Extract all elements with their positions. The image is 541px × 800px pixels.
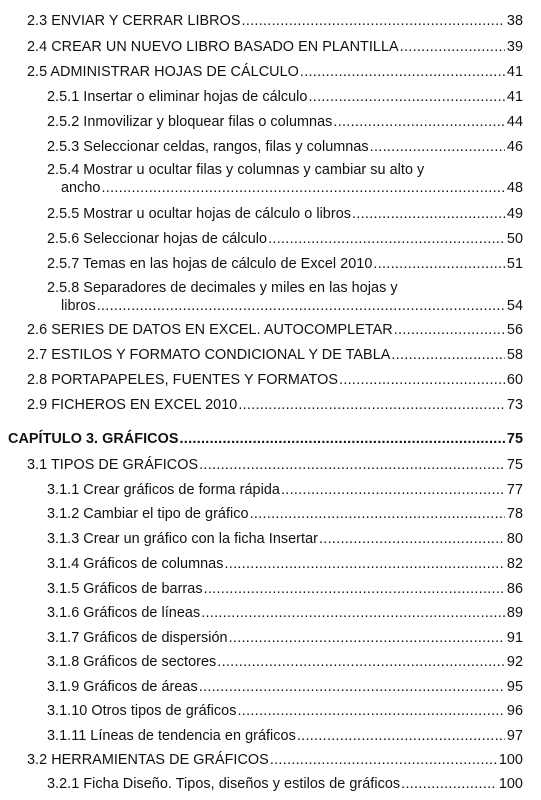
toc-page-number: 89 <box>506 605 523 621</box>
toc-entry-2-5-1 <box>47 88 523 106</box>
toc-entry-3-1-2 <box>47 505 523 523</box>
toc-page-number: 54 <box>506 298 523 314</box>
toc-page-number: 48 <box>506 180 523 196</box>
toc-entry-2-5-8 <box>47 279 523 315</box>
toc-entry-2-9 <box>27 396 523 414</box>
toc-entry-title: 2.5.7 Temas en las hojas de cálculo de Excel 2010 <box>47 256 373 272</box>
toc-entry-3-1-10 <box>47 702 523 720</box>
toc-entry-2-5 <box>27 63 523 81</box>
toc-entry-title: 2.5.5 Mostrar u ocultar hojas de cálculo o libros <box>47 206 352 222</box>
toc-entry-title: 2.5.1 Insertar o eliminar hojas de cálculo <box>47 89 308 105</box>
toc-page-number: 50 <box>506 231 523 247</box>
toc-entry-3-1-6 <box>47 604 523 622</box>
toc-entry-title: 3.2 HERRAMIENTAS DE GRÁFICOS <box>27 752 269 768</box>
toc-page-number: 92 <box>506 654 523 670</box>
toc-entry-2-5-2 <box>47 113 523 131</box>
toc-entry-2-3 <box>27 12 523 30</box>
dot-leader <box>199 678 505 696</box>
toc-page-number: 97 <box>506 728 523 744</box>
toc-page-number: 75 <box>506 431 523 447</box>
toc-chapter-3 <box>8 430 523 448</box>
toc-page-number: 49 <box>506 206 523 222</box>
toc-entry-2-7 <box>27 346 523 364</box>
toc-entry-title: 2.5.6 Seleccionar hojas de cálculo <box>47 231 268 247</box>
toc-entry-title: 2.7 ESTILOS Y FORMATO CONDICIONAL Y DE TABLA <box>27 347 391 363</box>
toc-page-number: 73 <box>506 397 523 413</box>
dot-leader <box>400 38 505 56</box>
toc-entry-title: 3.1.6 Gráficos de líneas <box>47 605 201 621</box>
dot-leader <box>319 530 505 548</box>
dot-leader <box>401 775 497 793</box>
toc-entry-title-continued: libros <box>61 298 96 314</box>
dot-leader <box>268 230 505 248</box>
toc-entry-title-continued: ancho <box>61 180 101 196</box>
toc-entry-title: 3.1.9 Gráficos de áreas <box>47 679 198 695</box>
dot-leader <box>238 396 505 414</box>
dot-leader <box>308 88 504 106</box>
toc-entry-title: 3.1.2 Cambiar el tipo de gráfico <box>47 506 249 522</box>
toc-page-number: 77 <box>506 482 523 498</box>
toc-entry-title: 2.5.3 Seleccionar celdas, rangos, filas y columnas <box>47 139 369 155</box>
toc-page-number: 44 <box>506 114 523 130</box>
toc-entry-2-4 <box>27 38 523 56</box>
dot-leader <box>391 346 504 364</box>
toc-page-number: 86 <box>506 581 523 597</box>
toc-entry-title: 2.5 ADMINISTRAR HOJAS DE CÁLCULO <box>27 64 299 80</box>
toc-entry-title: 3.2.1 Ficha Diseño. Tipos, diseños y estilos de gráficos <box>47 776 401 792</box>
toc-page-number: 56 <box>506 322 523 338</box>
toc-entry-3-1-3 <box>47 530 523 548</box>
toc-page-number: 100 <box>498 752 523 768</box>
toc-page-number: 96 <box>506 703 523 719</box>
toc-entry-3-1-7 <box>47 629 523 647</box>
toc-entry-title: 3.1 TIPOS DE GRÁFICOS <box>27 457 199 473</box>
toc-page-number: 41 <box>506 89 523 105</box>
toc-chapter-title: CAPÍTULO 3. GRÁFICOS <box>8 431 179 447</box>
toc-page-number: 91 <box>506 630 523 646</box>
toc-entry-2-5-7 <box>47 255 523 273</box>
toc-entry-3-1-9 <box>47 678 523 696</box>
toc-page-number: 60 <box>506 372 523 388</box>
toc-entry-3-1-5 <box>47 580 523 598</box>
dot-leader <box>297 727 505 745</box>
toc-entry-title: 2.8 PORTAPAPELES, FUENTES Y FORMATOS <box>27 372 339 388</box>
toc-entry-3-1-4 <box>47 555 523 573</box>
toc-entry-title: 3.1.4 Gráficos de columnas <box>47 556 224 572</box>
toc-entry-title: 2.5.4 Mostrar u ocultar filas y columnas y cambiar su alto y <box>47 162 425 178</box>
dot-leader <box>270 751 497 769</box>
dot-leader <box>97 297 505 315</box>
toc-entry-title: 2.6 SERIES DE DATOS EN EXCEL. AUTOCOMPLETAR <box>27 322 393 338</box>
dot-leader <box>101 179 504 197</box>
toc-page-number: 95 <box>506 679 523 695</box>
dot-leader <box>339 371 505 389</box>
toc-entry-title: 3.1.8 Gráficos de sectores <box>47 654 217 670</box>
toc-page-number: 38 <box>506 13 523 29</box>
toc-entry-title: 2.5.2 Inmovilizar y bloquear filas o columnas <box>47 114 333 130</box>
toc-entry-title: 2.5.8 Separadores de decimales y miles en las hojas y <box>47 280 398 296</box>
toc-entry-3-1 <box>27 456 523 474</box>
toc-page-number: 82 <box>506 556 523 572</box>
toc-entry-2-8 <box>27 371 523 389</box>
dot-leader <box>224 555 504 573</box>
toc-entry-title: 2.3 ENVIAR Y CERRAR LIBROS <box>27 13 241 29</box>
toc-page-number: 78 <box>506 506 523 522</box>
toc-page-number: 100 <box>498 776 523 792</box>
toc-entry-title: 3.1.1 Crear gráficos de forma rápida <box>47 482 280 498</box>
toc-entry-title: 3.1.5 Gráficos de barras <box>47 581 203 597</box>
toc-page-number: 75 <box>506 457 523 473</box>
toc-page-number: 41 <box>506 64 523 80</box>
dot-leader <box>201 604 505 622</box>
toc-entry-3-1-11 <box>47 727 523 745</box>
dot-leader <box>281 481 505 499</box>
toc-page-number: 46 <box>506 139 523 155</box>
toc-entry-title: 3.1.11 Líneas de tendencia en gráficos <box>47 728 296 744</box>
toc-entry-3-2 <box>27 751 523 769</box>
dot-leader <box>373 255 505 273</box>
dot-leader <box>204 580 505 598</box>
toc-entry-2-5-4 <box>47 161 523 197</box>
toc-entry-title: 3.1.7 Gráficos de dispersión <box>47 630 228 646</box>
toc-entry-2-6 <box>27 321 523 339</box>
dot-leader <box>180 430 505 448</box>
dot-leader <box>370 138 505 156</box>
toc-page-number: 80 <box>506 531 523 547</box>
dot-leader <box>237 702 504 720</box>
dot-leader <box>242 12 505 30</box>
toc-entry-title: 3.1.3 Crear un gráfico con la ficha Insertar <box>47 531 318 547</box>
dot-leader <box>199 456 505 474</box>
toc-entry-title: 2.9 FICHEROS EN EXCEL 2010 <box>27 397 238 413</box>
toc-entry-title: 3.1.10 Otros tipos de gráficos <box>47 703 237 719</box>
toc-entry-3-1-1 <box>47 481 523 499</box>
toc-page-number: 51 <box>506 256 523 272</box>
toc-entry-2-5-6 <box>47 230 523 248</box>
toc-page-number: 39 <box>506 39 523 55</box>
dot-leader <box>250 505 505 523</box>
dot-leader <box>333 113 504 131</box>
toc-entry-3-2-1 <box>47 775 523 793</box>
dot-leader <box>300 63 505 81</box>
dot-leader <box>394 321 505 339</box>
dot-leader <box>229 629 505 647</box>
toc-entry-3-1-8 <box>47 653 523 671</box>
dot-leader <box>217 653 505 671</box>
toc-page-number: 58 <box>506 347 523 363</box>
dot-leader <box>352 205 505 223</box>
toc-entry-2-5-5 <box>47 205 523 223</box>
toc-entry-2-5-3 <box>47 138 523 156</box>
toc-entry-title: 2.4 CREAR UN NUEVO LIBRO BASADO EN PLANTILLA <box>27 39 399 55</box>
